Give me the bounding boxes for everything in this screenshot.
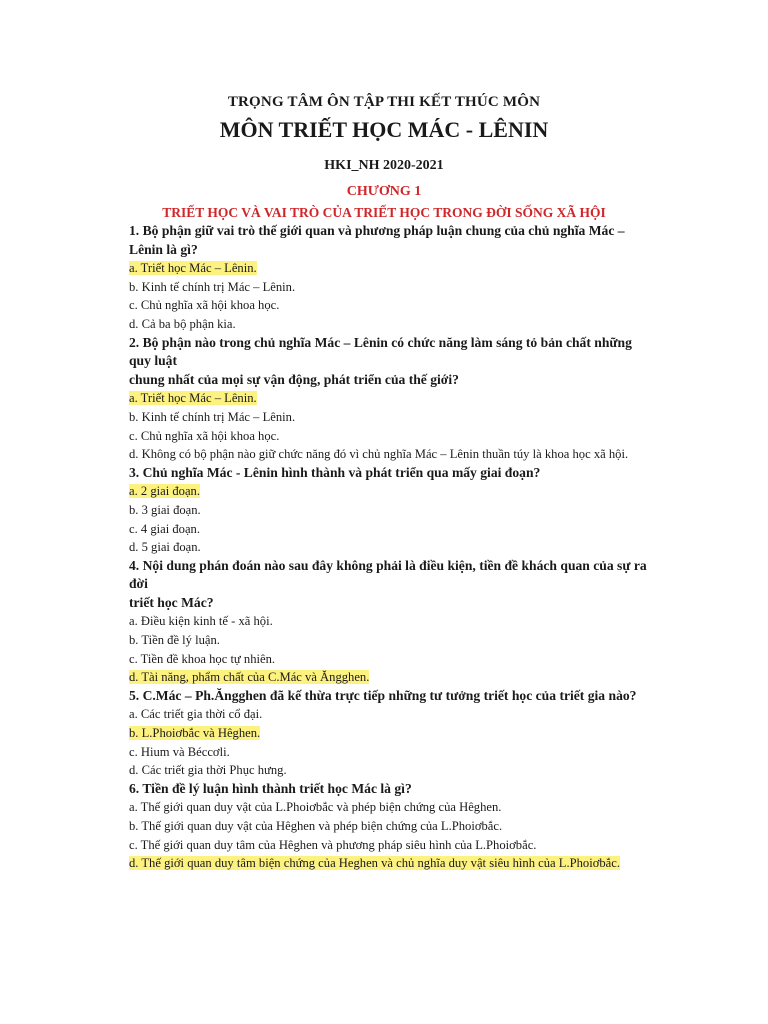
answer-option [129, 743, 649, 762]
chapter-number: CHƯƠNG 1 [346, 184, 422, 199]
question-block [129, 464, 649, 557]
answer-option [129, 259, 649, 278]
answer-option [129, 501, 649, 520]
answer-option [129, 315, 649, 334]
answer-text: b. Thế giới quan duy vật của Hêghen và phép biện chứng của L.Phoiơbắc. [129, 819, 503, 833]
question-text: triết học Mác? [129, 594, 214, 610]
answer-text: d. Cả ba bộ phận kia. [129, 316, 236, 331]
question-block [129, 557, 649, 687]
question-list [129, 222, 649, 873]
answer-text: c. Thế giới quan duy tâm của Hêghen và phương pháp siêu hình của L.Phoiơbắc. [129, 837, 537, 852]
answer-text: c. Chủ nghĩa xã hội khoa học. [129, 298, 280, 313]
question-block [129, 687, 649, 780]
answer-option [129, 854, 649, 873]
answer-option [129, 538, 649, 557]
answer-text: b. 3 giai đoạn. [129, 502, 201, 517]
question-block [129, 334, 649, 464]
question-block [129, 222, 649, 334]
answer-text: a. Điều kiện kinh tế - xã hội. [129, 614, 273, 629]
question-text: 4. Nội dung phán đoán nào sau đây không phải là điều kiện, tiền đề khách quan của sự ra đời [129, 557, 647, 592]
question-text: 3. Chủ nghĩa Mác - Lênin hình thành và phát triển qua mấy giai đoạn? [129, 464, 541, 480]
correct-answer-text: d. Tài năng, phẩm chất của C.Mác và Ăngghen. [129, 670, 370, 685]
answer-option [129, 482, 649, 501]
correct-answer-text: b. L.Phoiơbắc và Hêghen. [129, 726, 261, 741]
answer-text: c. Hium và Béccơli. [129, 744, 230, 759]
document-header [0, 92, 768, 176]
semester-label: HKI_NH 2020-2021 [324, 158, 444, 173]
answer-option [129, 650, 649, 669]
answer-text: a. Thế giới quan duy vật của L.Phoiơbắc và phép biện chứng của Hêghen. [129, 800, 502, 815]
answer-option [129, 445, 649, 464]
answer-text: d. 5 giai đoạn. [129, 540, 201, 555]
answer-option [129, 631, 649, 650]
answer-option [129, 408, 649, 427]
answer-text: b. Kinh tế chính trị Mác – Lênin. [129, 409, 296, 424]
answer-text: c. 4 giai đoạn. [129, 521, 200, 536]
answer-text: c. Chủ nghĩa xã hội khoa học. [129, 428, 280, 443]
answer-text: d. Các triết gia thời Phục hưng. [129, 763, 287, 778]
answer-text: b. Tiền đề lý luận. [129, 633, 220, 648]
document-title: MÔN TRIẾT HỌC MÁC - LÊNIN [219, 117, 549, 142]
correct-answer-text: a. Triết học Mác – Lênin. [129, 391, 257, 406]
answer-text: a. Các triết gia thời cổ đại. [129, 707, 263, 722]
correct-answer-text: a. Triết học Mác – Lênin. [129, 261, 257, 276]
question-text: 1. Bộ phận giữ vai trò thế giới quan và phương pháp luận chung của chủ nghĩa Mác – Lênin là gì? [129, 223, 625, 257]
answer-text: b. Kinh tế chính trị Mác – Lênin. [129, 279, 296, 294]
answer-option [129, 798, 649, 817]
answer-option [129, 724, 649, 743]
answer-option [129, 427, 649, 446]
answer-option [129, 389, 649, 408]
correct-answer-text: d. Thế giới quan duy tâm biện chứng của Heghen và chủ nghĩa duy vật siêu hình của L.Phoiơbắc. [129, 856, 621, 871]
answer-option [129, 612, 649, 631]
answer-option [129, 296, 649, 315]
answer-option [129, 278, 649, 297]
answer-option [129, 668, 649, 687]
answer-option [129, 705, 649, 724]
question-text: 2. Bộ phận nào trong chủ nghĩa Mác – Lênin có chức năng làm sáng tỏ bản chất những quy luật [129, 334, 632, 369]
answer-text: c. Tiền đề khoa học tự nhiên. [129, 651, 276, 666]
question-block [129, 780, 649, 873]
question-text: chung nhất của mọi sự vận động, phát triển của thế giới? [129, 371, 459, 387]
chapter-heading [0, 183, 768, 222]
question-text: 5. C.Mác – Ph.Ăngghen đã kế thừa trực tiếp những tư tưởng triết học của triết gia nào? [129, 687, 637, 703]
question-text: 6. Tiền đề lý luận hình thành triết học Mác là gì? [129, 780, 412, 796]
header-subtitle: TRỌNG TÂM ÔN TẬP THI KẾT THÚC MÔN [227, 94, 541, 110]
answer-text: d. Không có bộ phận nào giữ chức năng đó vì chủ nghĩa Mác – Lênin thuần túy là khoa học xã hội. [129, 447, 629, 462]
chapter-title: TRIẾT HỌC VÀ VAI TRÒ CỦA TRIẾT HỌC TRONG ĐỜI SỐNG XÃ HỘI [162, 205, 606, 220]
answer-option [129, 836, 649, 855]
answer-option [129, 817, 649, 836]
answer-option [129, 520, 649, 539]
answer-option [129, 761, 649, 780]
correct-answer-text: a. 2 giai đoạn. [129, 484, 200, 499]
